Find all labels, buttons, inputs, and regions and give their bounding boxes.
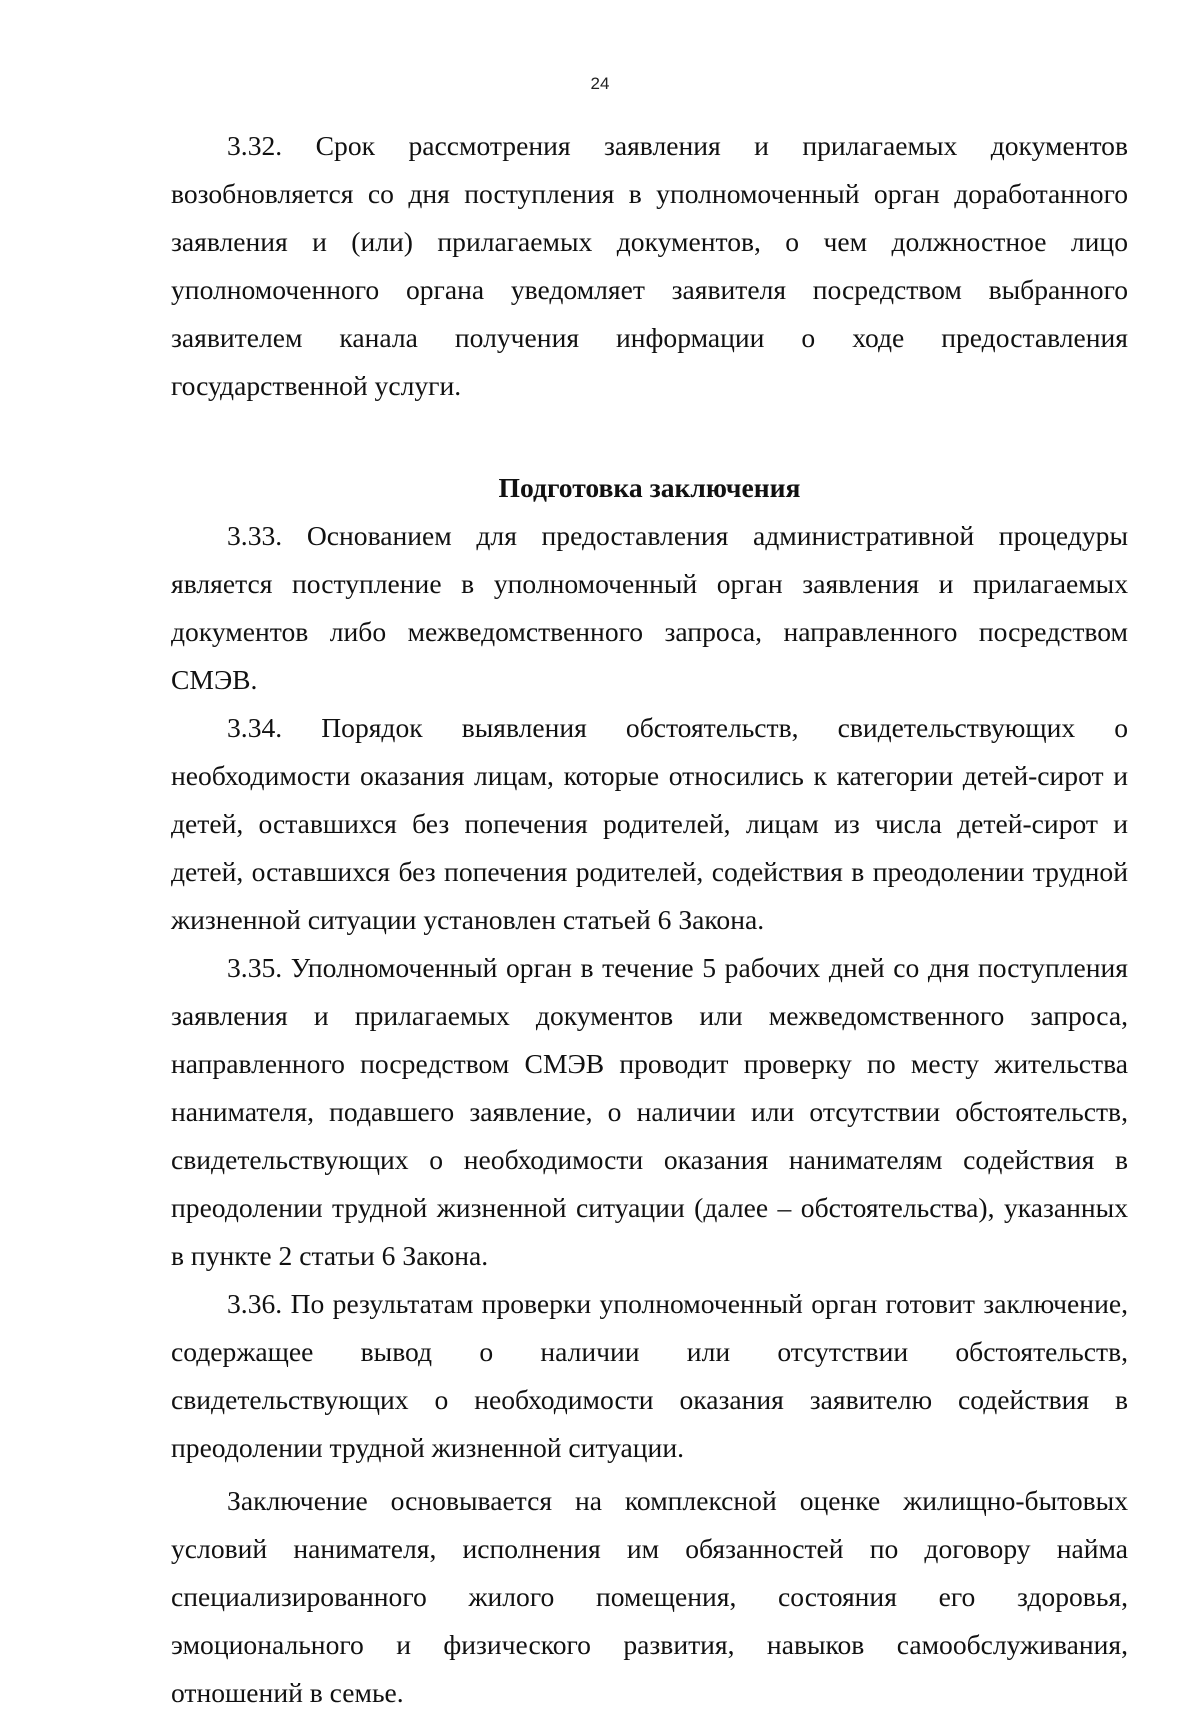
paragraph-3-36: 3.36. По результатам проверки уполномоченный орган готовит заключение, содержащее вывод о наличии или отсутствии обстоятельств, свидетельствующих о необходимости оказания заявителю содействия в преодолении трудной жизненной ситуации. — [171, 1288, 1128, 1463]
paragraph-conclusion: Заключение основывается на комплексной оценке жилищно-бытовых условий нанимателя, исполнения им обязанностей по договору найма специализированного жилого помещения, состояния его здоровья, эмоционального и физического развития, навыков самообслуживания, отношений в семье. — [171, 1485, 1128, 1708]
paragraph-3-35: 3.35. Уполномоченный орган в течение 5 рабочих дней со дня поступления заявления и прилагаемых документов или межведомственного запроса, направленного посредством СМЭВ проводит проверку по месту жительства нанимателя, подавшего заявление, о наличии или отсутствии обстоятельств, свидетельствующих о необходимости оказания нанимателям содействия в преодолении трудной жизненной ситуации (далее – обстоятельства), указанных в пункте 2 статьи 6 Закона. — [171, 952, 1128, 1271]
section-heading: Подготовка заключения — [498, 472, 801, 503]
document-body — [171, 122, 1128, 1717]
paragraph-3-34: 3.34. Порядок выявления обстоятельств, свидетельствующих о необходимости оказания лицам, которые относились к категории детей-сирот и детей, оставшихся без попечения родителей, лицам из числа детей-сирот и детей, оставшихся без попечения родителей, содействия в преодолении трудной жизненной ситуации установлен статьей 6 Закона. — [171, 712, 1128, 935]
paragraph-3-33: 3.33. Основанием для предоставления административной процедуры является поступление в уполномоченный орган заявления и прилагаемых документов либо межведомственного запроса, направленного посредством СМЭВ. — [171, 520, 1128, 695]
paragraph-3-32: 3.32. Срок рассмотрения заявления и прилагаемых документов возобновляется со дня поступления в уполномоченный орган доработанного заявления и (или) прилагаемых документов, о чем должностное лицо уполномоченного органа уведомляет заявителя посредством выбранного заявителем канала получения информации о ходе предоставления государственной услуги. — [171, 130, 1128, 401]
page-number: 24 — [590, 74, 610, 93]
